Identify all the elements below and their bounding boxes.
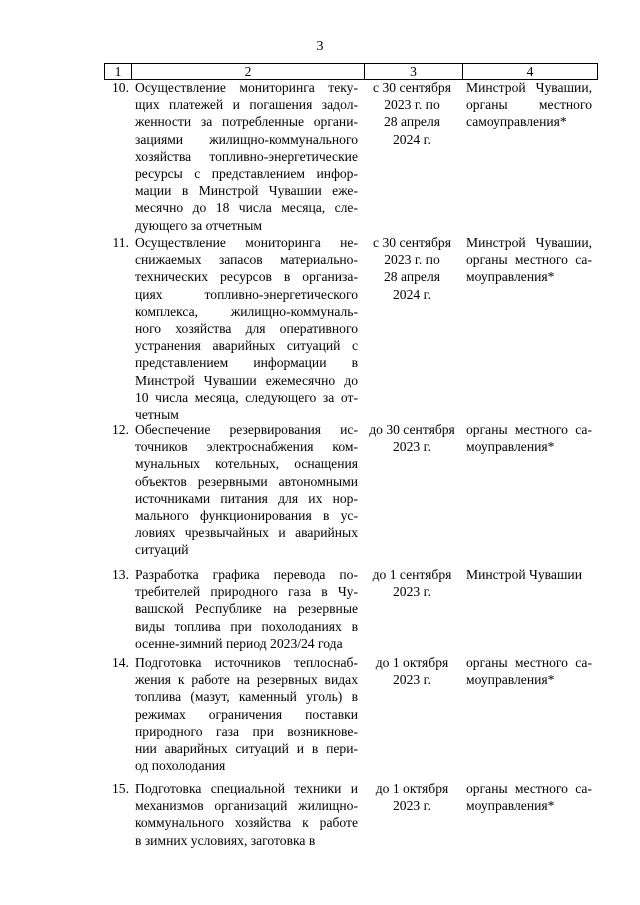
row-number: 10. xyxy=(112,80,129,95)
measure-deadline xyxy=(364,780,460,814)
measure-responsible xyxy=(466,654,592,688)
measure-description-line: технических ресурсов в организа- xyxy=(135,269,358,285)
header-col-1: 1 xyxy=(104,64,131,79)
measure-description-line: четным xyxy=(135,406,179,422)
measure-responsible-line: моуправления* xyxy=(466,672,555,688)
header-col-2: 2 xyxy=(131,64,364,79)
measure-description-line: циях топливно-энергетического xyxy=(135,286,358,302)
measure-description-line: объектов резервными автономными xyxy=(135,473,358,489)
row-number: 14. xyxy=(112,655,129,670)
measure-description-line: механизмов организаций жилищно- xyxy=(135,798,358,814)
measure-deadline-line: с 30 сентября xyxy=(373,235,451,250)
measure-description-line: Осуществление мониторинга не- xyxy=(135,235,358,250)
measure-description-line: Минстрой Чувашии ежемесячно до xyxy=(135,372,358,388)
measure-responsible xyxy=(466,780,592,814)
measure-description-line: хозяйства топливно-энергетические xyxy=(135,148,358,164)
measure-description xyxy=(135,79,358,234)
measure-description-line: мунальных котельных, оснащения xyxy=(135,456,358,472)
measure-deadline-line: 2023 г. xyxy=(392,672,432,688)
measure-deadline xyxy=(364,421,460,455)
measure-responsible-line: органы местного са- xyxy=(466,422,592,437)
row-number: 12. xyxy=(112,422,129,437)
measure-description-line: точников электроснабжения ком- xyxy=(135,439,358,455)
measure-responsible-line: органы местного xyxy=(466,97,592,113)
measure-deadline xyxy=(364,79,460,148)
measure-description-line: природного газа при возникновe- xyxy=(135,723,358,739)
measure-responsible-line: Минстрой Чувашии, xyxy=(466,80,592,95)
measure-deadline-line: 2023 г. по xyxy=(384,97,440,113)
measure-description-line: топлива (мазут, каменный уголь) в xyxy=(135,689,358,705)
measure-responsible-line: органы местного са- xyxy=(466,781,592,796)
measure-deadline xyxy=(364,654,460,688)
measure-description-line: жения к работе на резервных видах xyxy=(135,672,358,688)
measure-description-line: дующего за отчетным xyxy=(135,217,262,233)
measure-deadline-line: до 1 сентября xyxy=(372,567,452,582)
measure-description-line: ситуаций xyxy=(135,542,189,558)
measure-description-line: ресурсы с представлением инфор- xyxy=(135,165,358,181)
measure-description-line: Осуществление мониторинга теку- xyxy=(135,80,358,95)
measure-responsible-line: моуправления* xyxy=(466,439,555,455)
measure-description-line: представлением информации в xyxy=(135,355,358,371)
measure-deadline-line: до 1 октября xyxy=(375,655,449,670)
measure-description-line: мального функционирования в ус- xyxy=(135,507,358,523)
measure-description-line: зациями жилищно-коммунального xyxy=(135,131,358,147)
measure-description-line: источниками питания для их нор- xyxy=(135,490,358,506)
measure-description-line: осенне-зимний период 2023/24 года xyxy=(135,635,343,651)
measure-description-line: женности за потребленные органи- xyxy=(135,114,358,130)
row-number: 11. xyxy=(112,235,129,250)
measure-description-line: мации в Минстрой Чувашии еже- xyxy=(135,183,358,199)
table-header xyxy=(104,63,598,80)
measure-responsible xyxy=(466,234,592,286)
measure-description-line: в зимних условиях, заготовка в xyxy=(135,832,316,848)
measure-deadline-line: 28 апреля xyxy=(384,114,440,130)
measure-description-line: коммунального хозяйства к работе xyxy=(135,815,358,831)
measure-description-line: нии аварийных ситуаций и в пери- xyxy=(135,740,358,756)
measure-description-line: режимах ограничения поставки xyxy=(135,706,358,722)
row-number: 13. xyxy=(112,567,129,582)
measure-description-line: устранения аварийных ситуаций с xyxy=(135,338,358,354)
measure-description-line: ловиях чрезвычайных и аварийных xyxy=(135,525,358,541)
measures-table xyxy=(104,63,598,848)
header-col-4: 4 xyxy=(462,64,598,79)
measure-description xyxy=(135,421,358,559)
measure-description-line: Подготовка источников теплоснаб- xyxy=(135,655,358,670)
measure-description xyxy=(135,780,358,849)
measure-description xyxy=(135,654,358,774)
measure-description-line: требителей природного газа в Чу- xyxy=(135,584,358,600)
measure-deadline-line: с 30 сентября xyxy=(373,80,451,95)
measure-description-line: вашской Республике на резервные xyxy=(135,601,358,617)
measure-deadline-line: 2024 г. xyxy=(392,286,432,302)
measure-description-line: комплекса, жилищно-коммуналь- xyxy=(135,303,358,319)
page-number: 3 xyxy=(316,39,324,54)
measure-description-line: месячно до 18 числа месяца, сле- xyxy=(135,200,358,216)
row-number: 15. xyxy=(112,781,129,796)
measure-responsible xyxy=(466,79,592,131)
measure-deadline-line: 2024 г. xyxy=(392,131,432,147)
measure-deadline xyxy=(364,566,460,600)
measure-description-line: снижаемых запасов материально- xyxy=(135,252,358,268)
measure-deadline-line: 2023 г. xyxy=(392,584,432,600)
measure-responsible-line: Минстрой Чувашии, xyxy=(466,235,592,250)
measure-description-line: Подготовка специальной техники и xyxy=(135,781,358,796)
measure-description-line: Разработка графика перевода по- xyxy=(135,567,358,582)
measure-responsible-line: моуправления* xyxy=(466,798,555,814)
measure-description-line: ного хозяйства для оперативного xyxy=(135,320,358,336)
measure-responsible-line: моуправления* xyxy=(466,269,555,285)
measure-responsible-line: Минстрой Чувашии xyxy=(466,567,582,582)
measure-description-line: виды топлива при похолоданиях в xyxy=(135,618,358,634)
measure-description xyxy=(135,566,358,652)
measure-responsible-line: органы местного са- xyxy=(466,252,592,268)
header-col-3: 3 xyxy=(364,64,462,79)
measure-description-line: 10 числа месяца, следующего за от- xyxy=(135,389,358,405)
measure-deadline-line: 2023 г. xyxy=(392,439,432,455)
measure-deadline-line: 2023 г. по xyxy=(384,252,440,268)
measure-deadline xyxy=(364,234,460,303)
measure-deadline-line: до 1 октября xyxy=(375,781,449,796)
measure-deadline-line: 2023 г. xyxy=(392,798,432,814)
measure-description-line: од похолодания xyxy=(135,758,226,774)
measure-description-line: щих платежей и погашения задол- xyxy=(135,97,358,113)
measure-responsible xyxy=(466,566,592,583)
measure-description xyxy=(135,234,358,423)
measure-deadline-line: 28 апреля xyxy=(384,269,440,285)
measure-responsible-line: органы местного са- xyxy=(466,655,592,670)
measure-description-line: Обеспечение резервирования ис- xyxy=(135,422,358,437)
measure-responsible-line: самоуправления* xyxy=(466,114,567,130)
measure-deadline-line: до 30 сентября xyxy=(369,422,455,437)
measure-responsible xyxy=(466,421,592,455)
